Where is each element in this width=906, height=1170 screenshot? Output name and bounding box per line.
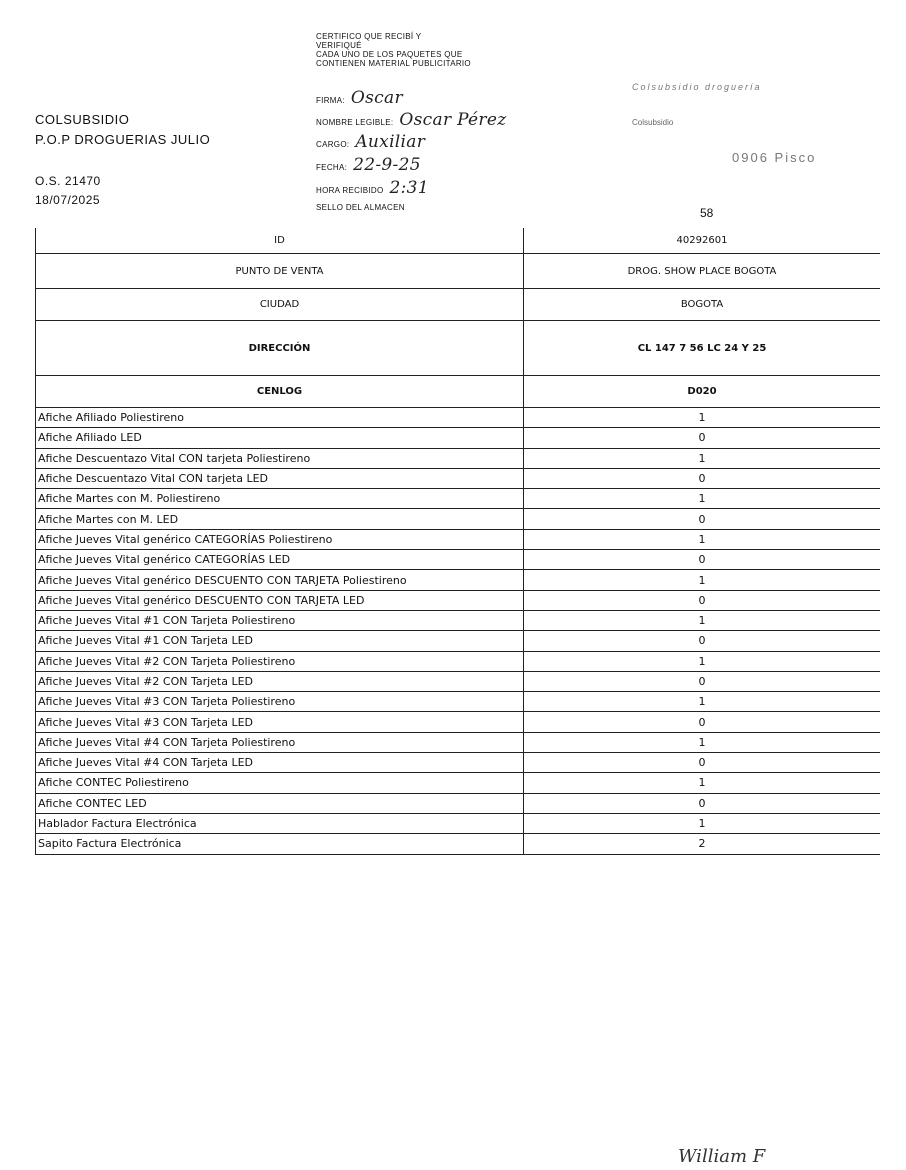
info-label: ID <box>36 228 524 254</box>
hora-value: 2:31 <box>389 178 429 198</box>
table-row <box>36 590 881 610</box>
table-row <box>36 408 881 428</box>
item-quantity: 1 <box>524 692 881 712</box>
cert-line: CADA UNO DE LOS PAQUETES QUE <box>316 50 463 59</box>
cargo-label: CARGO: <box>316 140 350 149</box>
item-name: Afiche Martes con M. Poliestireno <box>36 489 524 509</box>
table-row <box>36 428 881 448</box>
nombre-field <box>316 110 506 130</box>
item-name: Hablador Factura Electrónica <box>36 813 524 833</box>
table-row <box>36 550 881 570</box>
nombre-label: NOMBRE LEGIBLE: <box>316 118 394 127</box>
item-quantity: 0 <box>524 631 881 651</box>
firma-label: FIRMA: <box>316 96 345 105</box>
company-logo <box>57 34 180 87</box>
table-row <box>36 793 881 813</box>
item-quantity: 1 <box>524 813 881 833</box>
item-quantity: 2 <box>524 834 881 854</box>
page-number: 58 <box>700 206 714 220</box>
item-name: Afiche Jueves Vital #2 CON Tarjeta LED <box>36 671 524 691</box>
table-row <box>36 489 881 509</box>
order-date: 18/07/2025 <box>35 193 101 207</box>
info-value: 40292601 <box>524 228 881 254</box>
sello-label: SELLO DEL ALMACEN <box>316 203 405 212</box>
stamp-line: Colsubsidio droguería <box>632 82 762 92</box>
item-quantity: 1 <box>524 732 881 752</box>
company-name: COLSUBSIDIO <box>35 112 130 127</box>
certification-text <box>316 32 516 68</box>
table-row <box>36 732 881 752</box>
stamp-code: 0906 Pisco <box>732 150 817 165</box>
info-row <box>36 254 881 289</box>
item-name: Afiche CONTEC Poliestireno <box>36 773 524 793</box>
info-row <box>36 321 881 376</box>
info-row <box>36 228 881 254</box>
item-quantity: 0 <box>524 428 881 448</box>
item-name: Afiche Jueves Vital #4 CON Tarjeta Poliestireno <box>36 732 524 752</box>
footer-signature: William F <box>678 1146 766 1167</box>
fecha-value: 22-9-25 <box>353 155 421 175</box>
table-row <box>36 692 881 712</box>
company-block <box>35 110 210 150</box>
item-quantity: 0 <box>524 712 881 732</box>
item-quantity: 0 <box>524 590 881 610</box>
table-row <box>36 651 881 671</box>
info-label: DIRECCIÓN <box>36 321 524 376</box>
table-row <box>36 753 881 773</box>
cargo-field <box>316 132 425 152</box>
item-name: Afiche Afiliado Poliestireno <box>36 408 524 428</box>
hora-label: HORA RECIBIDO <box>316 186 384 195</box>
item-name: Afiche Jueves Vital #3 CON Tarjeta Poliestireno <box>36 692 524 712</box>
document-subtitle: P.O.P DROGUERIAS JULIO <box>35 132 211 147</box>
table-row <box>36 529 881 549</box>
info-value: CL 147 7 56 LC 24 Y 25 <box>524 321 881 376</box>
table-row <box>36 712 881 732</box>
item-name: Afiche Jueves Vital genérico CATEGORÍAS Poliestireno <box>36 529 524 549</box>
item-name: Afiche Jueves Vital #3 CON Tarjeta LED <box>36 712 524 732</box>
item-quantity: 1 <box>524 773 881 793</box>
item-name: Afiche Descuentazo Vital CON tarjeta Poliestireno <box>36 448 524 468</box>
item-name: Afiche Jueves Vital #1 CON Tarjeta LED <box>36 631 524 651</box>
table-row <box>36 570 881 590</box>
stamp-logo: Colsubsidio <box>632 118 674 127</box>
item-quantity: 0 <box>524 753 881 773</box>
item-quantity: 1 <box>524 489 881 509</box>
item-name: Afiche Jueves Vital genérico CATEGORÍAS LED <box>36 550 524 570</box>
item-quantity: 1 <box>524 570 881 590</box>
item-name: Sapito Factura Electrónica <box>36 834 524 854</box>
item-name: Afiche Jueves Vital #4 CON Tarjeta LED <box>36 753 524 773</box>
nombre-value: Oscar Pérez <box>399 110 507 130</box>
cargo-value: Auxiliar <box>355 132 426 152</box>
info-value: D020 <box>524 376 881 408</box>
delivery-table <box>35 228 880 855</box>
item-quantity: 0 <box>524 509 881 529</box>
item-name: Afiche Jueves Vital genérico DESCUENTO CON TARJETA Poliestireno <box>36 570 524 590</box>
item-quantity: 0 <box>524 468 881 488</box>
table-row <box>36 468 881 488</box>
table-row <box>36 631 881 651</box>
info-label: CENLOG <box>36 376 524 408</box>
item-quantity: 0 <box>524 671 881 691</box>
info-label: PUNTO DE VENTA <box>36 254 524 289</box>
info-value: BOGOTA <box>524 289 881 321</box>
item-quantity: 0 <box>524 793 881 813</box>
sello-field <box>316 203 405 212</box>
info-value: DROG. SHOW PLACE BOGOTA <box>524 254 881 289</box>
cert-line: VERIFIQUÉ <box>316 41 362 50</box>
info-row <box>36 289 881 321</box>
cert-line: CERTIFICO QUE RECIBÍ Y <box>316 32 422 41</box>
info-row <box>36 376 881 408</box>
table-row <box>36 610 881 630</box>
table-row <box>36 671 881 691</box>
table-row <box>36 773 881 793</box>
item-name: Afiche Martes con M. LED <box>36 509 524 529</box>
item-name: Afiche CONTEC LED <box>36 793 524 813</box>
item-quantity: 1 <box>524 610 881 630</box>
item-quantity: 1 <box>524 448 881 468</box>
table-row <box>36 834 881 854</box>
fecha-field <box>316 155 421 175</box>
item-quantity: 0 <box>524 550 881 570</box>
table-row <box>36 448 881 468</box>
item-quantity: 1 <box>524 529 881 549</box>
item-quantity: 1 <box>524 408 881 428</box>
item-name: Afiche Afiliado LED <box>36 428 524 448</box>
item-quantity: 1 <box>524 651 881 671</box>
fecha-label: FECHA: <box>316 163 348 172</box>
cert-line: CONTIENEN MATERIAL PUBLICITARIO <box>316 59 471 68</box>
info-label: CIUDAD <box>36 289 524 321</box>
table-row <box>36 509 881 529</box>
firma-field <box>316 88 403 108</box>
table-row <box>36 813 881 833</box>
firma-signature: Oscar <box>350 88 403 108</box>
item-name: Afiche Jueves Vital genérico DESCUENTO CON TARJETA LED <box>36 590 524 610</box>
item-name: Afiche Jueves Vital #2 CON Tarjeta Poliestireno <box>36 651 524 671</box>
hora-field <box>316 178 429 198</box>
order-number: O.S. 21470 <box>35 174 101 188</box>
item-name: Afiche Jueves Vital #1 CON Tarjeta Poliestireno <box>36 610 524 630</box>
item-name: Afiche Descuentazo Vital CON tarjeta LED <box>36 468 524 488</box>
order-block <box>35 172 101 210</box>
